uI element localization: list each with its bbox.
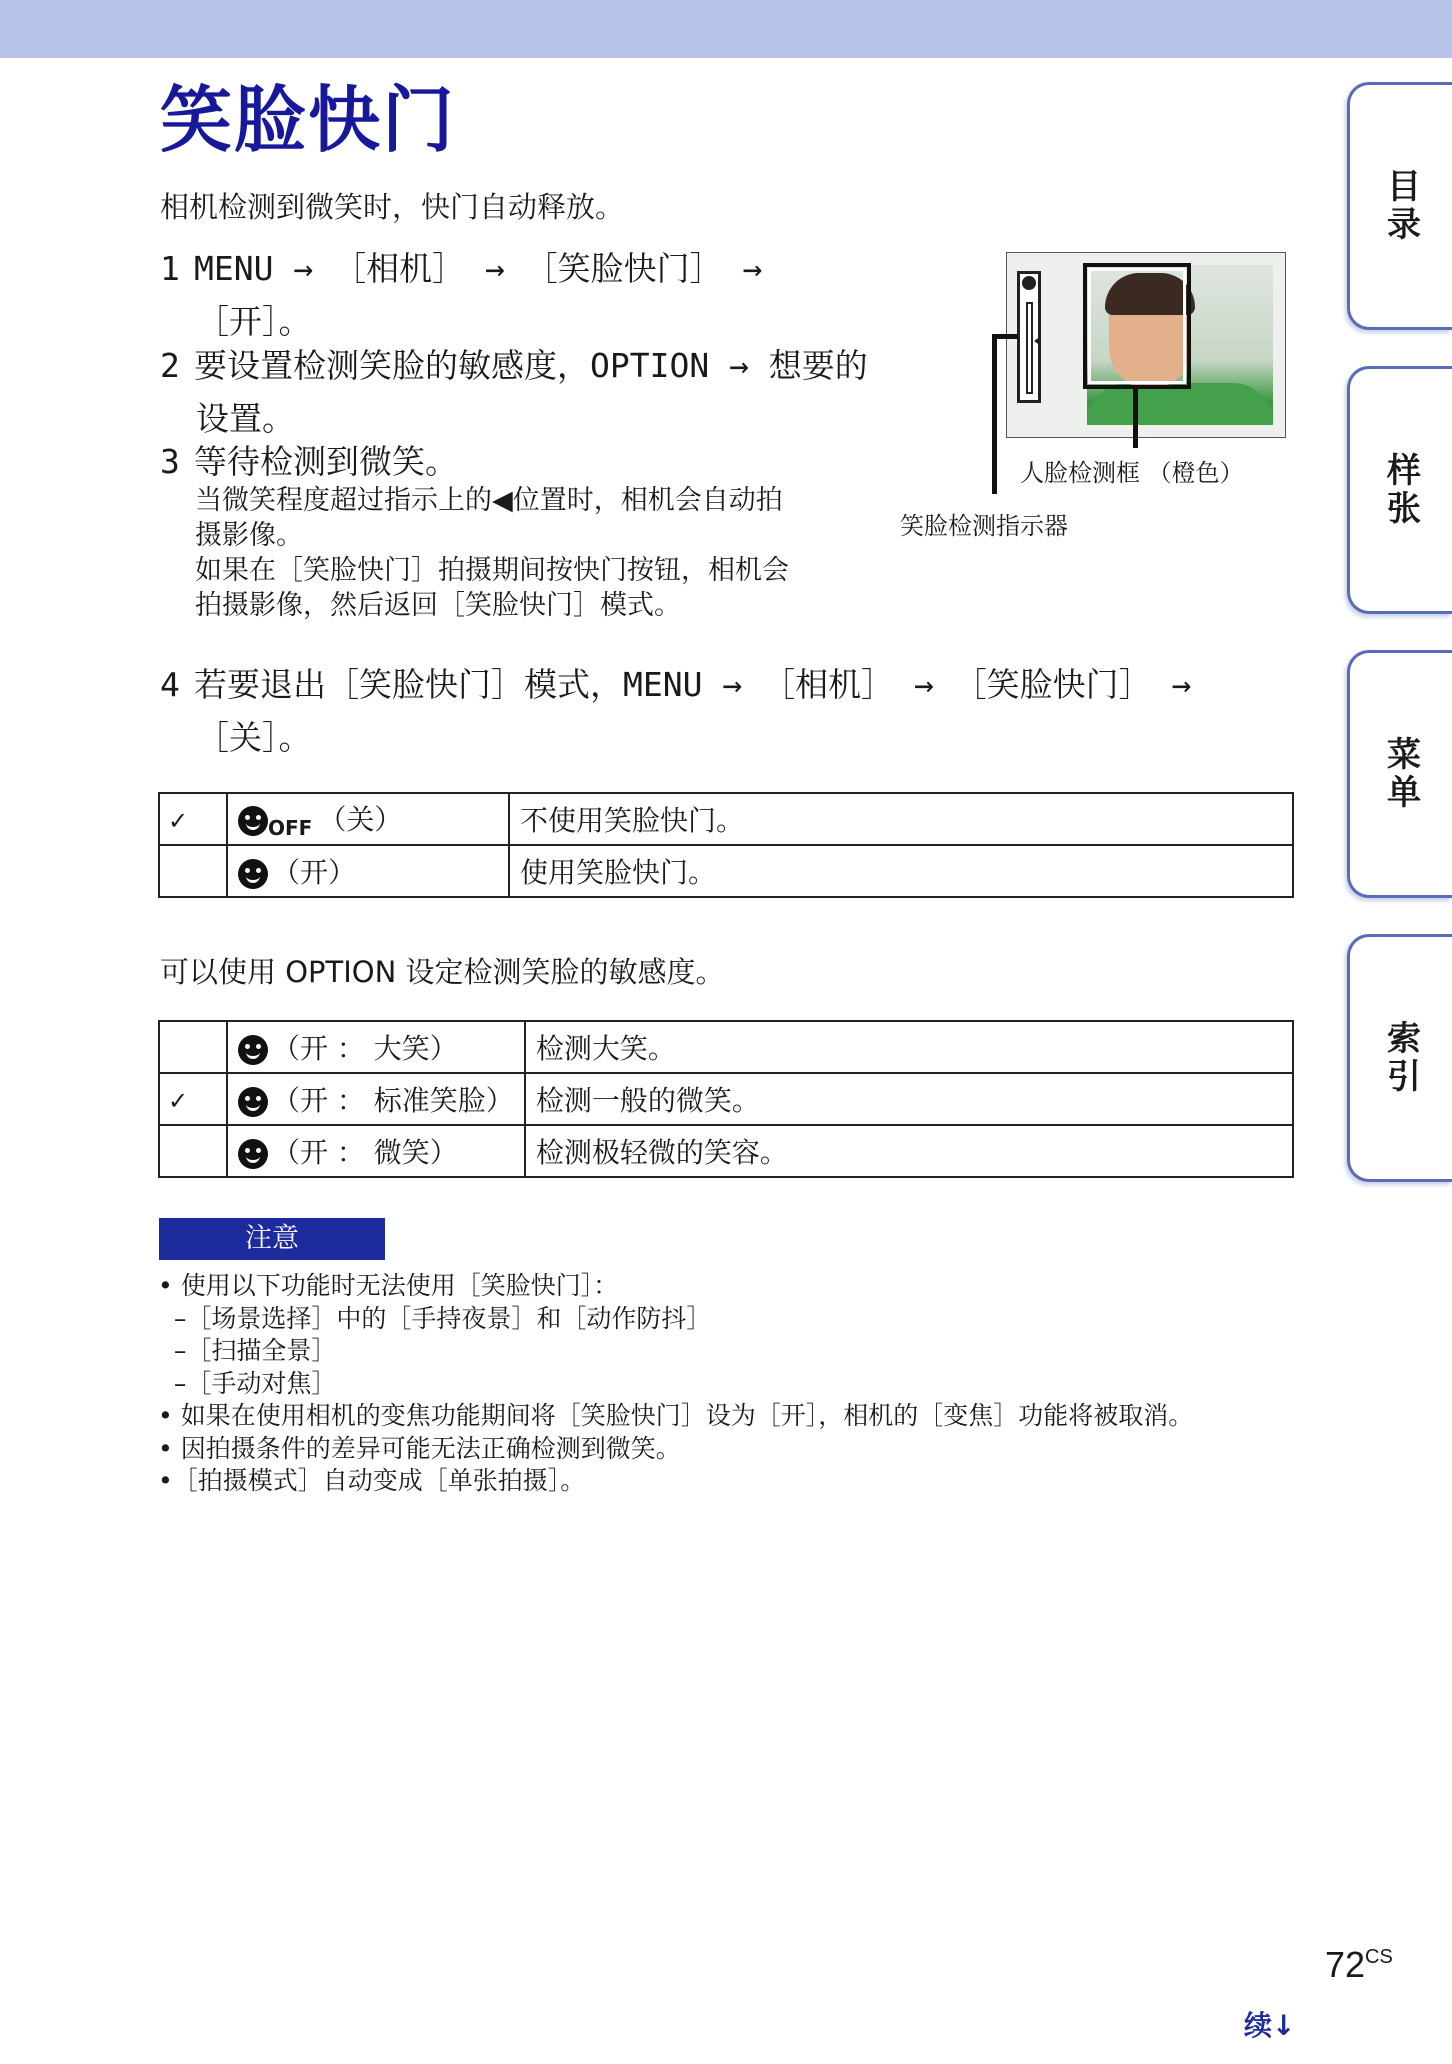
tab-label: 目录 [1380, 168, 1421, 244]
leader-line [992, 334, 997, 494]
tab-menu[interactable] [1347, 650, 1452, 898]
note-item: • 因拍摄条件的差异可能无法正确检测到微笑。 [158, 1433, 681, 1463]
page-suffix: CS [1365, 1946, 1393, 1968]
intro-text: 相机检测到微笑时，快门自动释放。 [160, 190, 625, 224]
table-row [159, 845, 1293, 897]
tab-index[interactable] [1347, 934, 1452, 1182]
note-item: –［场景选择］中的［手持夜景］和［动作防抖］ [158, 1303, 712, 1333]
table-row [159, 1125, 1293, 1177]
table-row [159, 1021, 1293, 1073]
top-banner [0, 0, 1452, 58]
step-text: 等待检测到微笑。 [194, 442, 458, 481]
step-1 [160, 243, 762, 343]
camera-screen-illustration [1006, 252, 1286, 438]
default-mark [159, 793, 227, 845]
default-mark [159, 845, 227, 897]
note-item: •［拍摄模式］自动变成［单张拍摄］。 [158, 1466, 586, 1495]
tab-contents[interactable] [1347, 82, 1452, 330]
tab-label: 菜单 [1380, 736, 1421, 812]
sensitivity-options-table [158, 1020, 1294, 1178]
detail-line: 当微笑程度超过指示上的◀位置时，相机会自动拍 [195, 485, 783, 516]
notes-heading: 注意 [159, 1218, 385, 1260]
table-row [159, 1073, 1293, 1125]
option-label: （开） [272, 856, 357, 889]
default-mark [159, 1125, 227, 1177]
step-number: 4 [160, 665, 180, 704]
off-tag: OFF [268, 816, 313, 840]
continued-link[interactable]: 续↓ [1244, 2009, 1296, 2042]
step-text: 要设置检测笑脸的敏感度，OPTION → 想要的 [194, 346, 868, 385]
detail-line: 拍摄影像，然后返回［笑脸快门］模式。 [195, 590, 681, 621]
step-text-continued: ［开］。 [196, 302, 312, 341]
step-text-continued: ［关］。 [196, 718, 312, 757]
smile-shutter-options-table [158, 792, 1294, 898]
tab-label: 样张 [1380, 452, 1421, 528]
check-icon: ✓ [168, 1086, 189, 1115]
threshold-pointer-icon [1034, 336, 1041, 346]
table-row [159, 793, 1293, 845]
page-title: 笑脸快门 [160, 78, 457, 162]
smile-off-icon [238, 806, 268, 836]
step-number: 1 [160, 249, 180, 288]
tab-samples[interactable] [1347, 366, 1452, 614]
option-cell [227, 845, 509, 897]
face-frame-caption: 人脸检测框 （橙色） [1020, 459, 1244, 487]
option-label: （关） [318, 803, 403, 836]
notes-list [158, 1270, 1318, 1498]
option-description: 检测一般的微笑。 [525, 1073, 1293, 1125]
step-3 [160, 436, 458, 483]
detail-line: 如果在［笑脸快门］拍摄期间按快门按钮，相机会 [195, 555, 789, 586]
option-description: 检测大笑。 [525, 1021, 1293, 1073]
check-icon: ✓ [168, 806, 189, 835]
sensitivity-intro: 可以使用 OPTION 设定检测笑脸的敏感度。 [160, 955, 725, 989]
default-mark [159, 1073, 227, 1125]
option-description: 使用笑脸快门。 [509, 845, 1293, 897]
step-number: 3 [160, 442, 180, 481]
step-text: MENU → ［相机］ → ［笑脸快门］ → [194, 249, 763, 288]
leader-line [1133, 388, 1138, 448]
page-number [1325, 1944, 1393, 1986]
option-description: 不使用笑脸快门。 [509, 793, 1293, 845]
smile-icon [238, 1087, 268, 1117]
note-item: –［手动对焦］ [158, 1368, 337, 1398]
page-number-value: 72 [1325, 1944, 1366, 1985]
step-2 [160, 340, 868, 440]
note-item: • 如果在使用相机的变焦功能期间将［笑脸快门］设为［开］，相机的［变焦］功能将被取消。 [158, 1401, 1194, 1430]
smile-icon [238, 1139, 268, 1169]
option-cell [227, 793, 509, 845]
step-text-continued: 设置。 [196, 399, 295, 438]
default-mark [159, 1021, 227, 1073]
leader-line [992, 334, 1018, 339]
step-4 [160, 659, 1191, 759]
step-number: 2 [160, 346, 180, 385]
smile-detection-indicator [1017, 271, 1041, 403]
step-3-details [195, 483, 870, 623]
detail-line: 摄影像。 [195, 520, 303, 551]
smile-icon [1022, 276, 1036, 290]
option-label: （开 ： 微笑） [272, 1136, 458, 1169]
option-cell [227, 1073, 525, 1125]
tab-label: 索引 [1380, 1020, 1421, 1096]
option-description: 检测极轻微的笑容。 [525, 1125, 1293, 1177]
option-cell [227, 1021, 525, 1073]
indicator-caption: 笑脸检测指示器 [900, 512, 1068, 540]
note-item: –［扫描全景］ [158, 1336, 337, 1365]
step-text: 若要退出［笑脸快门］模式，MENU → ［相机］ → ［笑脸快门］ → [194, 665, 1192, 704]
face-detection-frame [1083, 263, 1191, 389]
note-item: • 使用以下功能时无法使用［笑脸快门］： [158, 1271, 619, 1300]
smile-icon [238, 859, 268, 889]
option-label: （开 ： 大笑） [272, 1032, 458, 1065]
smile-icon [238, 1035, 268, 1065]
option-label: （开 ： 标准笑脸） [272, 1084, 514, 1117]
option-cell [227, 1125, 525, 1177]
